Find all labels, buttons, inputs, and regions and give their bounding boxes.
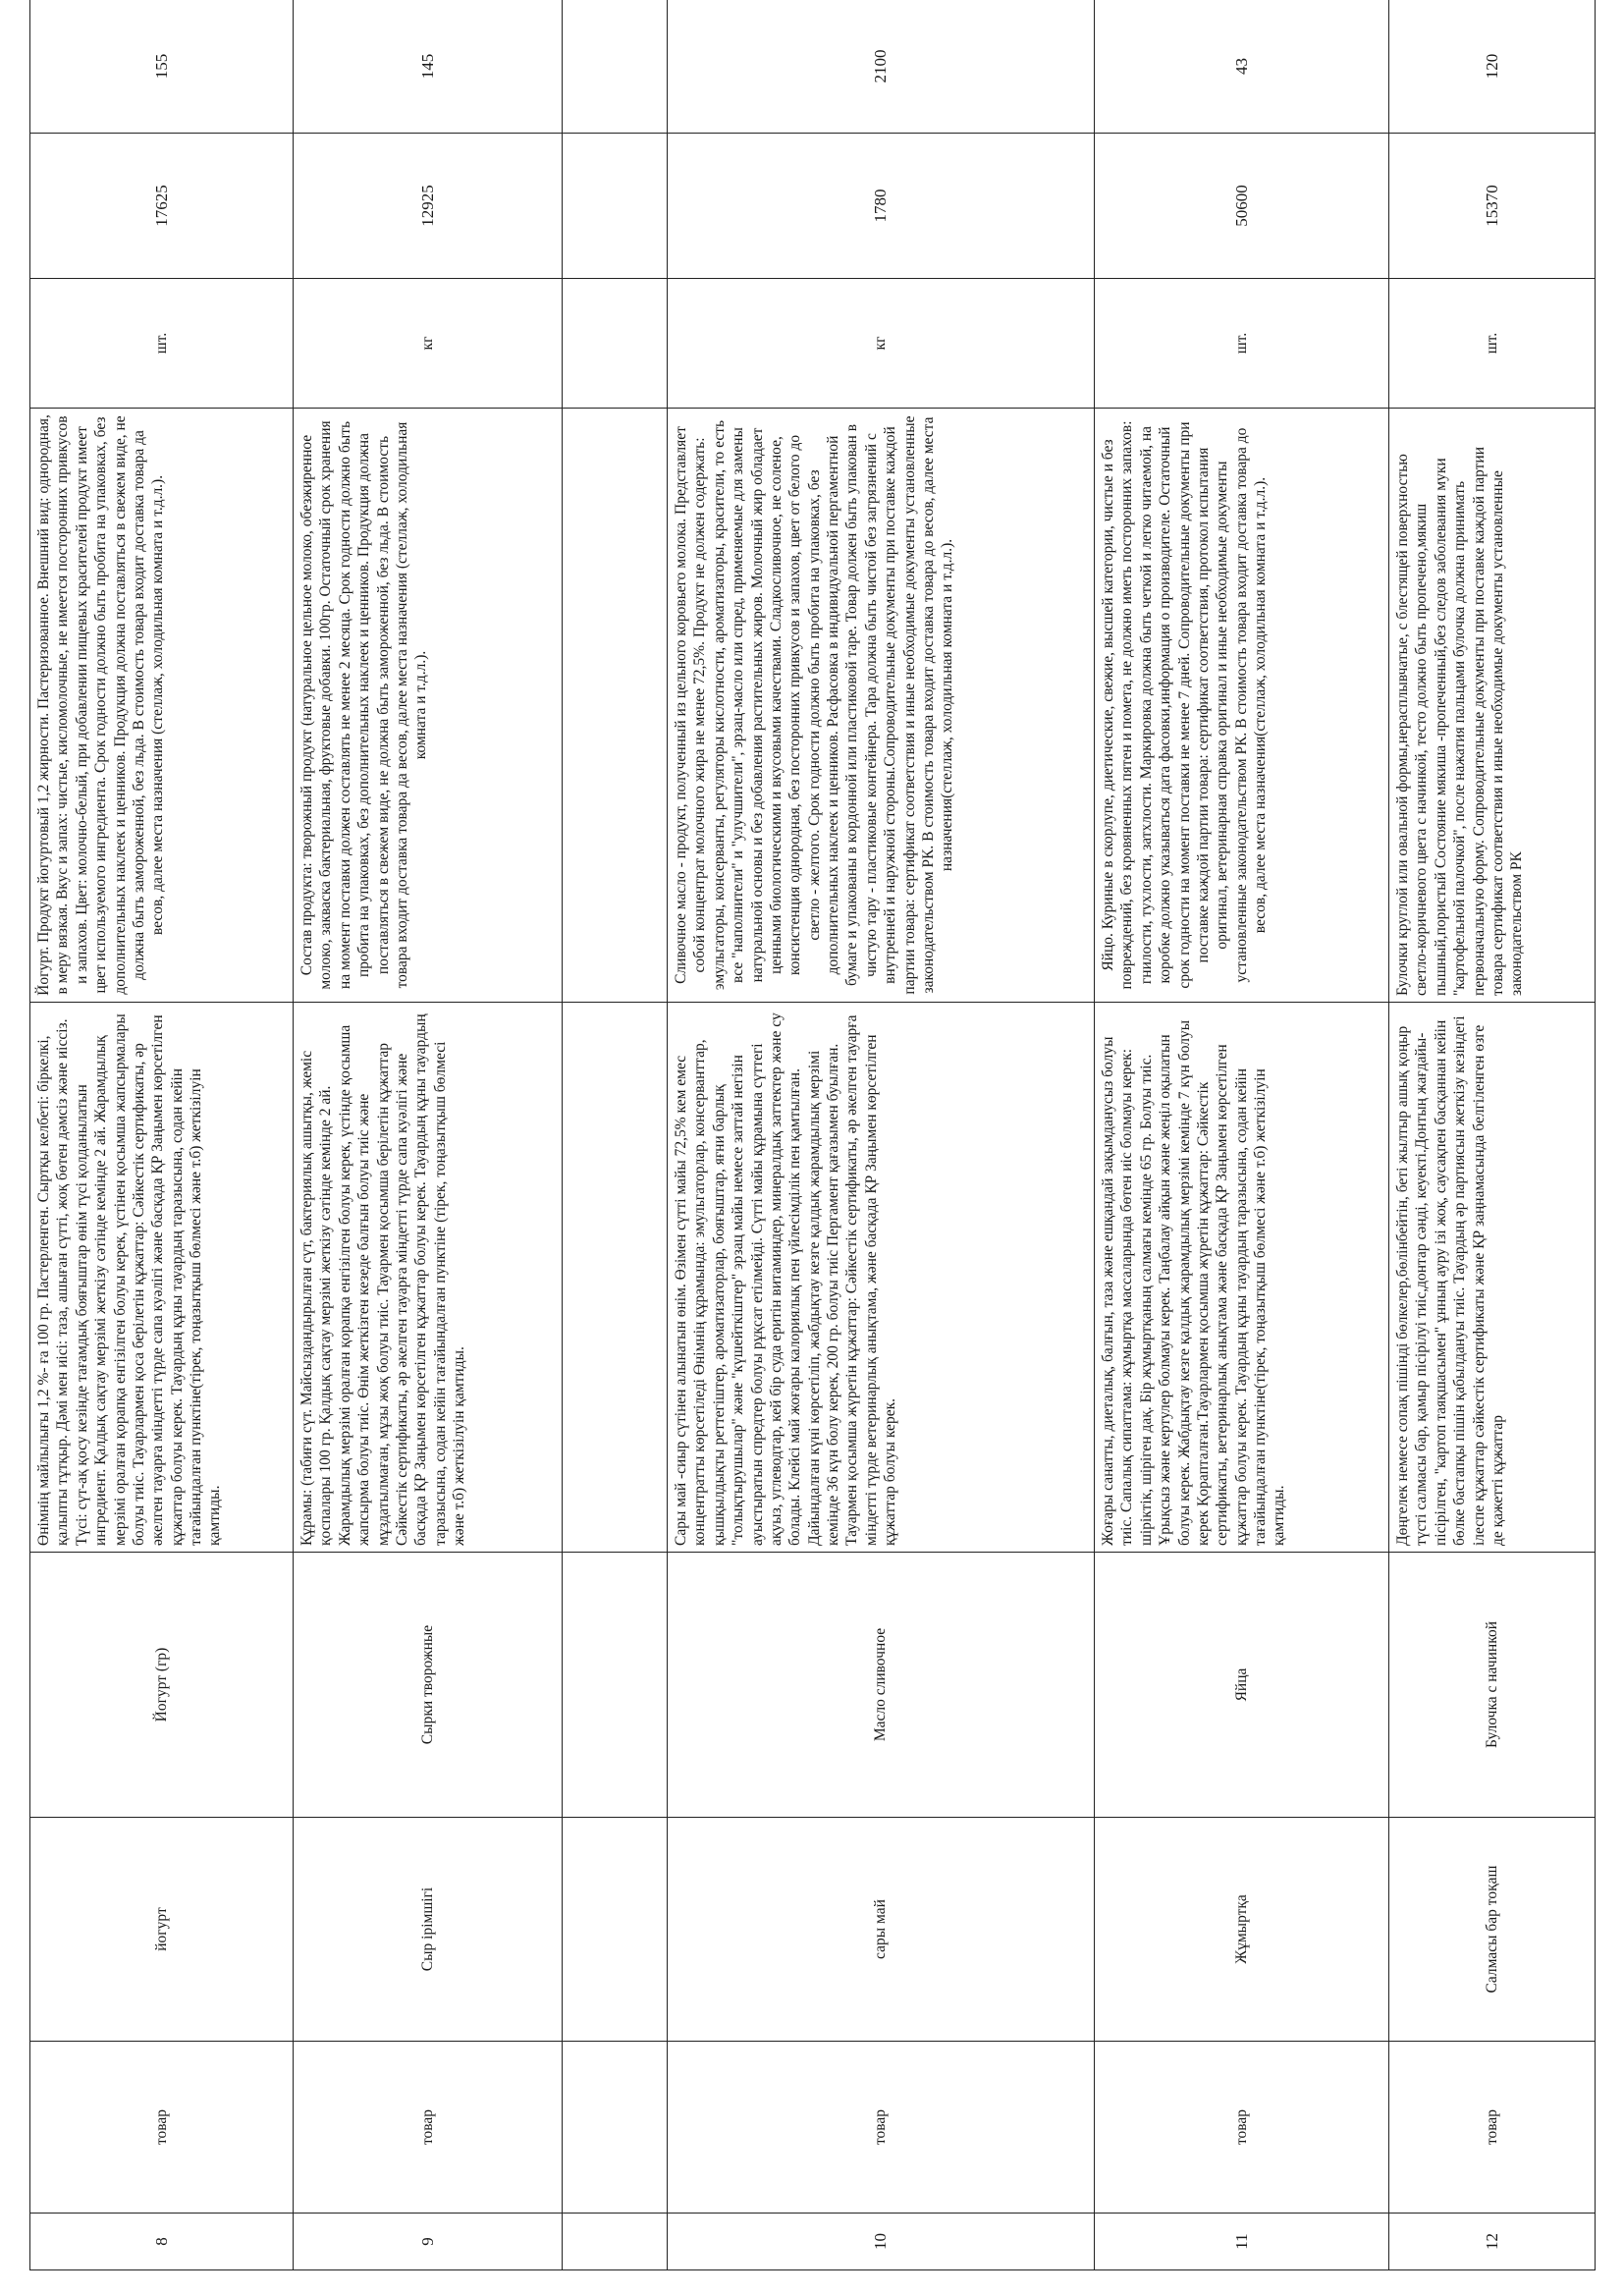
item-name-kz: йогурт [30, 1818, 294, 2042]
table-row [1095, 0, 1389, 2270]
item-price: 17625 [30, 134, 294, 279]
item-type: товар [294, 2042, 563, 2214]
row-number: 11 [1095, 2214, 1389, 2270]
item-quantity: 2100 [668, 0, 1095, 134]
item-type: товар [30, 2042, 294, 2214]
empty-cell [563, 134, 668, 279]
rotated-table-page [29, 0, 1595, 2270]
spacer-row [563, 0, 668, 2270]
item-description-kz: Өнімнің майлылығы 1,2 %- ға 100 гр. Пастерленген. Сыртқы келбеті: біркелкі, қалыпты тұтқыр. Дәмі мен иісі: таза, ашыған сүтті, жоқ бөтен дәмсіз және иіссіз. Түсі: сүт-ақ қосу кезінде тағамдық бояғыштар өнім түсі қолданылатын ингредиент. Қалдық сақтау мерзімі жеткізу сәтінде кемінде 2 ай. Жарамдылық мерзімі оралған қорапқа енгізілген болуы керек, үстінен қосымша жапсырмалары болуы тиіс. Тауарлармен қоса берілетін құжаттар: Сәйкестік сертификаты, әр әкелген тауарға міндетті түрде сапа куәлігі және басқада ҚР Заңымен көрсетілген құжаттар болуы керек. Тауардың құны тауардың таразысына, содан кейін тағайындалған пунктіне(тірек, тоңазытқыш бөлмесі және т.б) жеткізілуін қамтиды. [30, 1003, 294, 1553]
item-name-kz: Салмасы бар тоқаш [1389, 1818, 1596, 2042]
empty-cell [563, 1818, 668, 2042]
item-description-ru: Сливочное масло - продукт, полученный из цельного коровьего молока. Представляет собой концентрат молочного жира не менее 72,5%. Продукт не должен содержать: эмульгаторы, консерванты, регуляторы кислотности, ароматизаторы, красители, то есть все "наполнители" и "улучшители", эрзац-масло или спред, применяемые для замены натуральной основы и без добавления растительных жиров. Молочный жир обладает ценными биологическими и вкусовыми качествами. Сладкосливочное, не соленое, консистенция однородная, без посторонних привкусов и запахов, цвет от белого до светло - желтого. Срок годности должно быть пробита на упаковках, без дополнительных наклеек и ценников. Расфасовка в индивидуальной пергаментной бумаге и упакованы в кордонной или пластиковой таре. Товар должен быть упакован в чистую тару - пластиковые контейнера. Тара должна быть чистой без загрязнений с внутренней и наружной стороны.Сопроводительные документы при поставке каждой партии товара: сертификат соответствия и иные необходимые документы установленные законодательством РК. В стоимость товара входит доставка товара до весов, далее места назначения(стеллаж, холодильная комната и т.д.л.). [668, 409, 1095, 1003]
table-row [668, 0, 1095, 2270]
item-quantity: 120 [1389, 0, 1596, 134]
item-description-ru: Состав продукта: творожный продукт (натуральное цельное молоко, обезжиренное молоко, закваска бактериальная, фруктовые добавки. 100гр. Остаточный срок хранения на момент поставки должен составлять не менее 2 месяца. Срок годности должно быть пробита на упаковках, без дополнительных наклеек и ценников. Продукция должна поставляться в свежем виде, не должна быть замороженной, без льда. В стоимость товара входит доставка товара да весов, далее места назначения (стеллаж, холодильная комната и т.д.л.). [294, 409, 563, 1003]
item-unit: кг [668, 279, 1095, 409]
item-price: 15370 [1389, 134, 1596, 279]
item-unit: кг [294, 279, 563, 409]
item-price: 50600 [1095, 134, 1389, 279]
item-price: 1780 [668, 134, 1095, 279]
item-name-ru: Масло сливочное [668, 1553, 1095, 1818]
row-number: 10 [668, 2214, 1095, 2270]
item-description-kz: Сары май -сиыр сүтінен алынатын өнім. Өзімен сүтті майы 72,5% кем емес концентратты көрсетіледі Өнімнің құрамында: эмульгаторлар, консерванттар, қышқылдықты реттегіштер, ароматизаторлар, бояғыштар, яғни барлық "толықтырушылар" және "күшейткіштер" эрзац майы немесе заттай негізін ауыстыратын спредтер болуы рұқсат етілмейді. Сүтті майы құрамына сүттегі ақуыз, углеводтар, кей бір суда еритін витаминдер, минералдық заттектер және су болады. Клейсі май жоғары калориялық пен үйлесімділік пен қамтылған. Дайындалған күні көрсетіліп, жабдықтау кезге қалдық жарамдылық мерзімі кемінде 36 күн болу керек, 200 гр. болуы тиіс Пергамент қағазымен буылған. Тауармен қосымша жүретін құжаттар: Сәйкестік сертификаты, әр әкелген тауарға міндетті түрде ветеринарлық анықтама, және басқада ҚР Заңымен көрсетілген құжаттар болуы керек. [668, 1003, 1095, 1553]
item-price: 12925 [294, 134, 563, 279]
item-name-kz: сары май [668, 1818, 1095, 2042]
item-name-kz: Жұмыртқа [1095, 1818, 1389, 2042]
table-row [294, 0, 563, 2270]
item-quantity: 155 [30, 0, 294, 134]
empty-cell [563, 2042, 668, 2214]
item-description-kz: Дөңгелек немесе сопақ пішінді бөлкелер,бөлінбейтін, беті жылтыр ашық қоңыр түсті салмасы бар, қамыр пісірілуі тиіс,донтар сәнді, кеуекті.Донтың жағдайы-пісірілген, "картоп таяқшасымен" ұнның ауру ізі жоқ, саусақпен басқаннан кейін бөлке бастапқы пішін қабылдануы тиіс. Тауардың әр партиясын жеткізу кезіндегі ілеспе құжаттар сәйкестік сертификаты және ҚР заңнамасында белгіленген өзге де қажетті құжаттар [1389, 1003, 1596, 1553]
item-name-ru: Сырки творожные [294, 1553, 563, 1818]
item-description-kz: Құрамы: (табиғи сүт. Майсыздандырылған сүт, бактериялық ашытқы, жеміс қоспалары 100 гр. Қалдық сақтау мерзімі жеткізу сәтінде кемінде 2 ай. Жарамдылық мерзімі оралған қорапқа енгізілген болуы керек, үстінде қосымша жапсырма болуы тиіс. Өнім жеткізген кезеде балғын болуы тиіс және мұздатылмаған, мұзы жоқ болуы тиіс. Тауармен қосымша берілетін құжаттар Сәйкестік сертификаты, әр әкелген тауарға міндетті түрде сапа куәлігі және басқада ҚР Заңымен көрсетілген құжаттар болуы керек. Тауардың құны тауардың таразысына, содан кейін тағайындалған пунктіне (тірек, тоңазытқыш бөлмесі және т.б) жеткізілуін қамтиды. [294, 1003, 563, 1553]
row-number: 8 [30, 2214, 294, 2270]
empty-cell [563, 2214, 668, 2270]
item-type: товар [1095, 2042, 1389, 2214]
item-name-kz: Сыр ірімшігі [294, 1818, 563, 2042]
item-name-ru: Йогурт (гр) [30, 1553, 294, 1818]
item-description-ru: Яйцо. Куриные в скорлупе, диетические, свежие, высшей категории, чистые и без повреждений, без кровяненных пятен и помета, не должно иметь посторонних запахов: гнилости, тухлости, затхлости. Маркировка должна быть четкой и легко читаемой, на коробке должно указываться дата фасовки,информация о производителе. Остаточный срок годности на момент поставки не менее 7 дней. Сопроводительные документы при поставке каждой партии товара: сертификат соответствия, протокол испытания оригинал, ветеринарная справка оригинал и иные необходимые документы установленные законодательством РК. В стоимость товара входит доставка товара до весов, далее места назначения(стеллаж, холодильная комната и т.д.л.). [1095, 409, 1389, 1003]
goods-table [29, 0, 1596, 2270]
item-unit: шт. [1095, 279, 1389, 409]
item-name-ru: Булочка с начинкой [1389, 1553, 1596, 1818]
item-quantity: 43 [1095, 0, 1389, 134]
item-description-ru: Йогурт. Продукт йогуртовый 1,2 жирности. Пастеризованное. Внешний вид: однородная, в меру вязкая. Вкус и запах: чистые, кисломолочные, не имеется посторонних привкусов и запахов. Цвет: молочно-белый, при добавлении пищевых красителей продукт имеет цвет используемого ингредиента. Срок годности должно быть пробита на упаковках, без дополнительных наклеек и ценников. Продукция должна поставляться в свежем виде, не должна быть замороженной, без льда. В стоимость товара входит доставка товара да весов, далее места назначения (стеллаж, холодильная комната и т.д.л.). [30, 409, 294, 1003]
item-unit: шт. [30, 279, 294, 409]
empty-cell [563, 0, 668, 134]
empty-cell [563, 1553, 668, 1818]
item-description-kz: Жоғары санатты, диеталық, балғын, таза және ешқандай зақымданусыз болуы тиіс. Сапалық сипаттама: жұмыртқа массаларында бөтен иіс болмауы керек: шіріктік, шіріген дақ. Бір жұмыртқаның салмағы кемінде 65 гр. Болуы тиіс. Ұрықсыз және кертулер болмауы керек. Таңбалау айқын және жеңіл оқылатын болуы керек. Жабдықтау кезге қалдық жарамдылық мерзімі кемінде 7 күн болуы керек Қорапталған.Тауарлармен қосымша жүретін құжаттар: Сәйкестік сертификаты, ветеринарлық анықтама және басқада ҚР Заңымен көрсетілген құжаттар болуы керек. Тауардың құны тауардың таразысына, содан кейін тағайындалған пунктіне(тірек, тоңазытқыш бөлмесі және т.б) жеткізілуін қамтиды. [1095, 1003, 1389, 1553]
row-number: 9 [294, 2214, 563, 2270]
row-number: 12 [1389, 2214, 1596, 2270]
item-type: товар [1389, 2042, 1596, 2214]
empty-cell [563, 279, 668, 409]
empty-cell [563, 409, 668, 1003]
item-type: товар [668, 2042, 1095, 2214]
table-row [30, 0, 294, 2270]
empty-cell [563, 1003, 668, 1553]
item-name-ru: Яйца [1095, 1553, 1389, 1818]
item-quantity: 145 [294, 0, 563, 134]
item-description-ru: Булочки круглой или овальной формы,нерасплывчатые, с блестящей поверхностью светло-коричневого цвета с начинкой, тесто должно быть пропечено,мякиш пышный,пористый Состояние мякиша -пропеченный,без следов заболевания муки "картофельной палочкой", после нажатия пальцами булочка должна принимать первоначальную форму. Сопроводительные документы при поставке каждой партии товара сертификат соответствия и иные необходимые документы установленные законодательством РК [1389, 409, 1596, 1003]
table-row [1389, 0, 1596, 2270]
item-unit: шт. [1389, 279, 1596, 409]
